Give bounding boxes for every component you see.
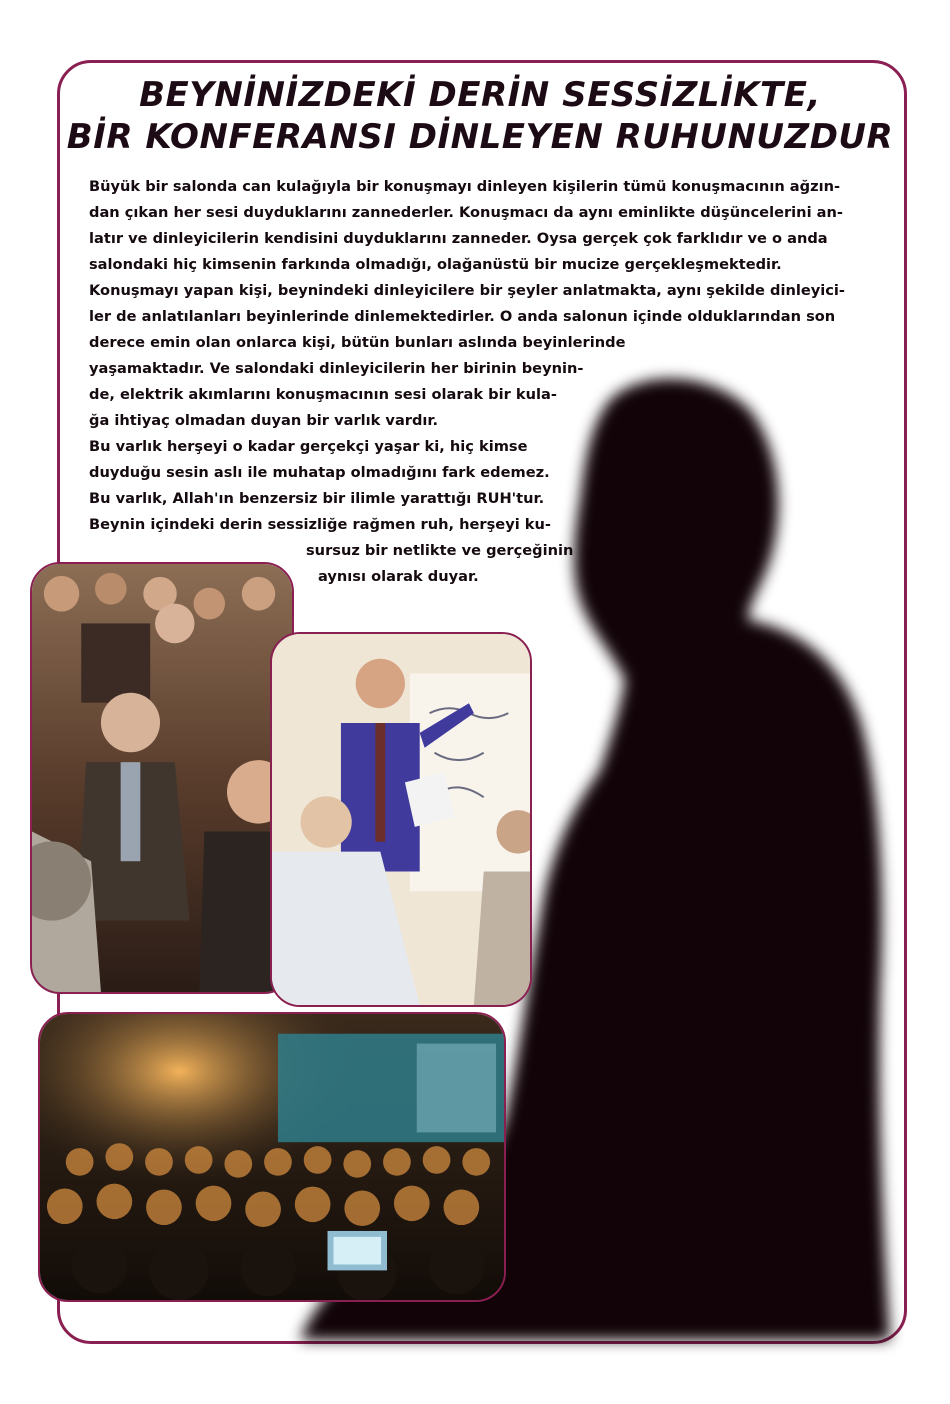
audience-photo [30,562,294,994]
title-line-1: BEYNİNİZDEKİ DERİN SESSİZLİKTE, [139,75,821,115]
body-line-4: salondaki hiç kimsenin farkında olmadığı, olağanüstü bir mucize gerçekleşmektedir. [89,256,782,273]
body-line-11: Bu varlık herşeyi o kadar gerçekçi yaşar ki, hiç kimse [89,438,528,455]
body-line-15: sursuz bir netlikte ve gerçeğinin [306,542,574,559]
presenter-photo [270,632,532,1007]
title-line-2: BİR KONFERANSI DİNLEYEN RUHUNUZDUR [66,117,894,157]
body-line-16: aynısı olarak duyar. [318,568,479,585]
body-line-14: Beynin içindeki derin sessizliğe rağmen ruh, herşeyi ku- [89,516,551,533]
page-title [60,74,900,158]
body-line-10: ğa ihtiyaç olmadan duyan bir varlık vardır. [89,412,439,429]
body-line-1: Büyük bir salonda can kulağıyla bir konuşmayı dinleyen kişilerin tümü konuşmacının ağzın- [89,178,841,195]
conference-hall-photo [38,1012,506,1302]
body-line-13: Bu varlık, Allah'ın benzersiz bir ilimle yarattığı RUH'tur. [89,490,545,507]
body-line-2: dan çıkan her sesi duyduklarını zannederler. Konuşmacı da aynı eminlikte düşüncelerini an- [89,204,843,221]
body-line-12: duyduğu sesin aslı ile muhatap olmadığını fark edemez. [89,464,550,481]
body-line-7: derece emin olan onlarca kişi, bütün bunları aslında beyinlerinde [89,334,626,351]
body-line-6: ler de anlatılanları beyinlerinde dinlemektedirler. O anda salonun içinde olduklarından son [89,308,836,325]
body-line-8: yaşamaktadır. Ve salondaki dinleyicilerin her birinin beynin- [89,360,584,377]
body-line-3: latır ve dinleyicilerin kendisini duyduklarını zanneder. Oysa gerçek çok farklıdır ve o anda [89,230,828,247]
body-line-5: Konuşmayı yapan kişi, beynindeki dinleyicilere bir şeyler anlatmakta, aynı şekilde dinleyici- [89,282,845,299]
body-line-9: de, elektrik akımlarını konuşmacının sesi olarak bir kula- [89,386,557,403]
